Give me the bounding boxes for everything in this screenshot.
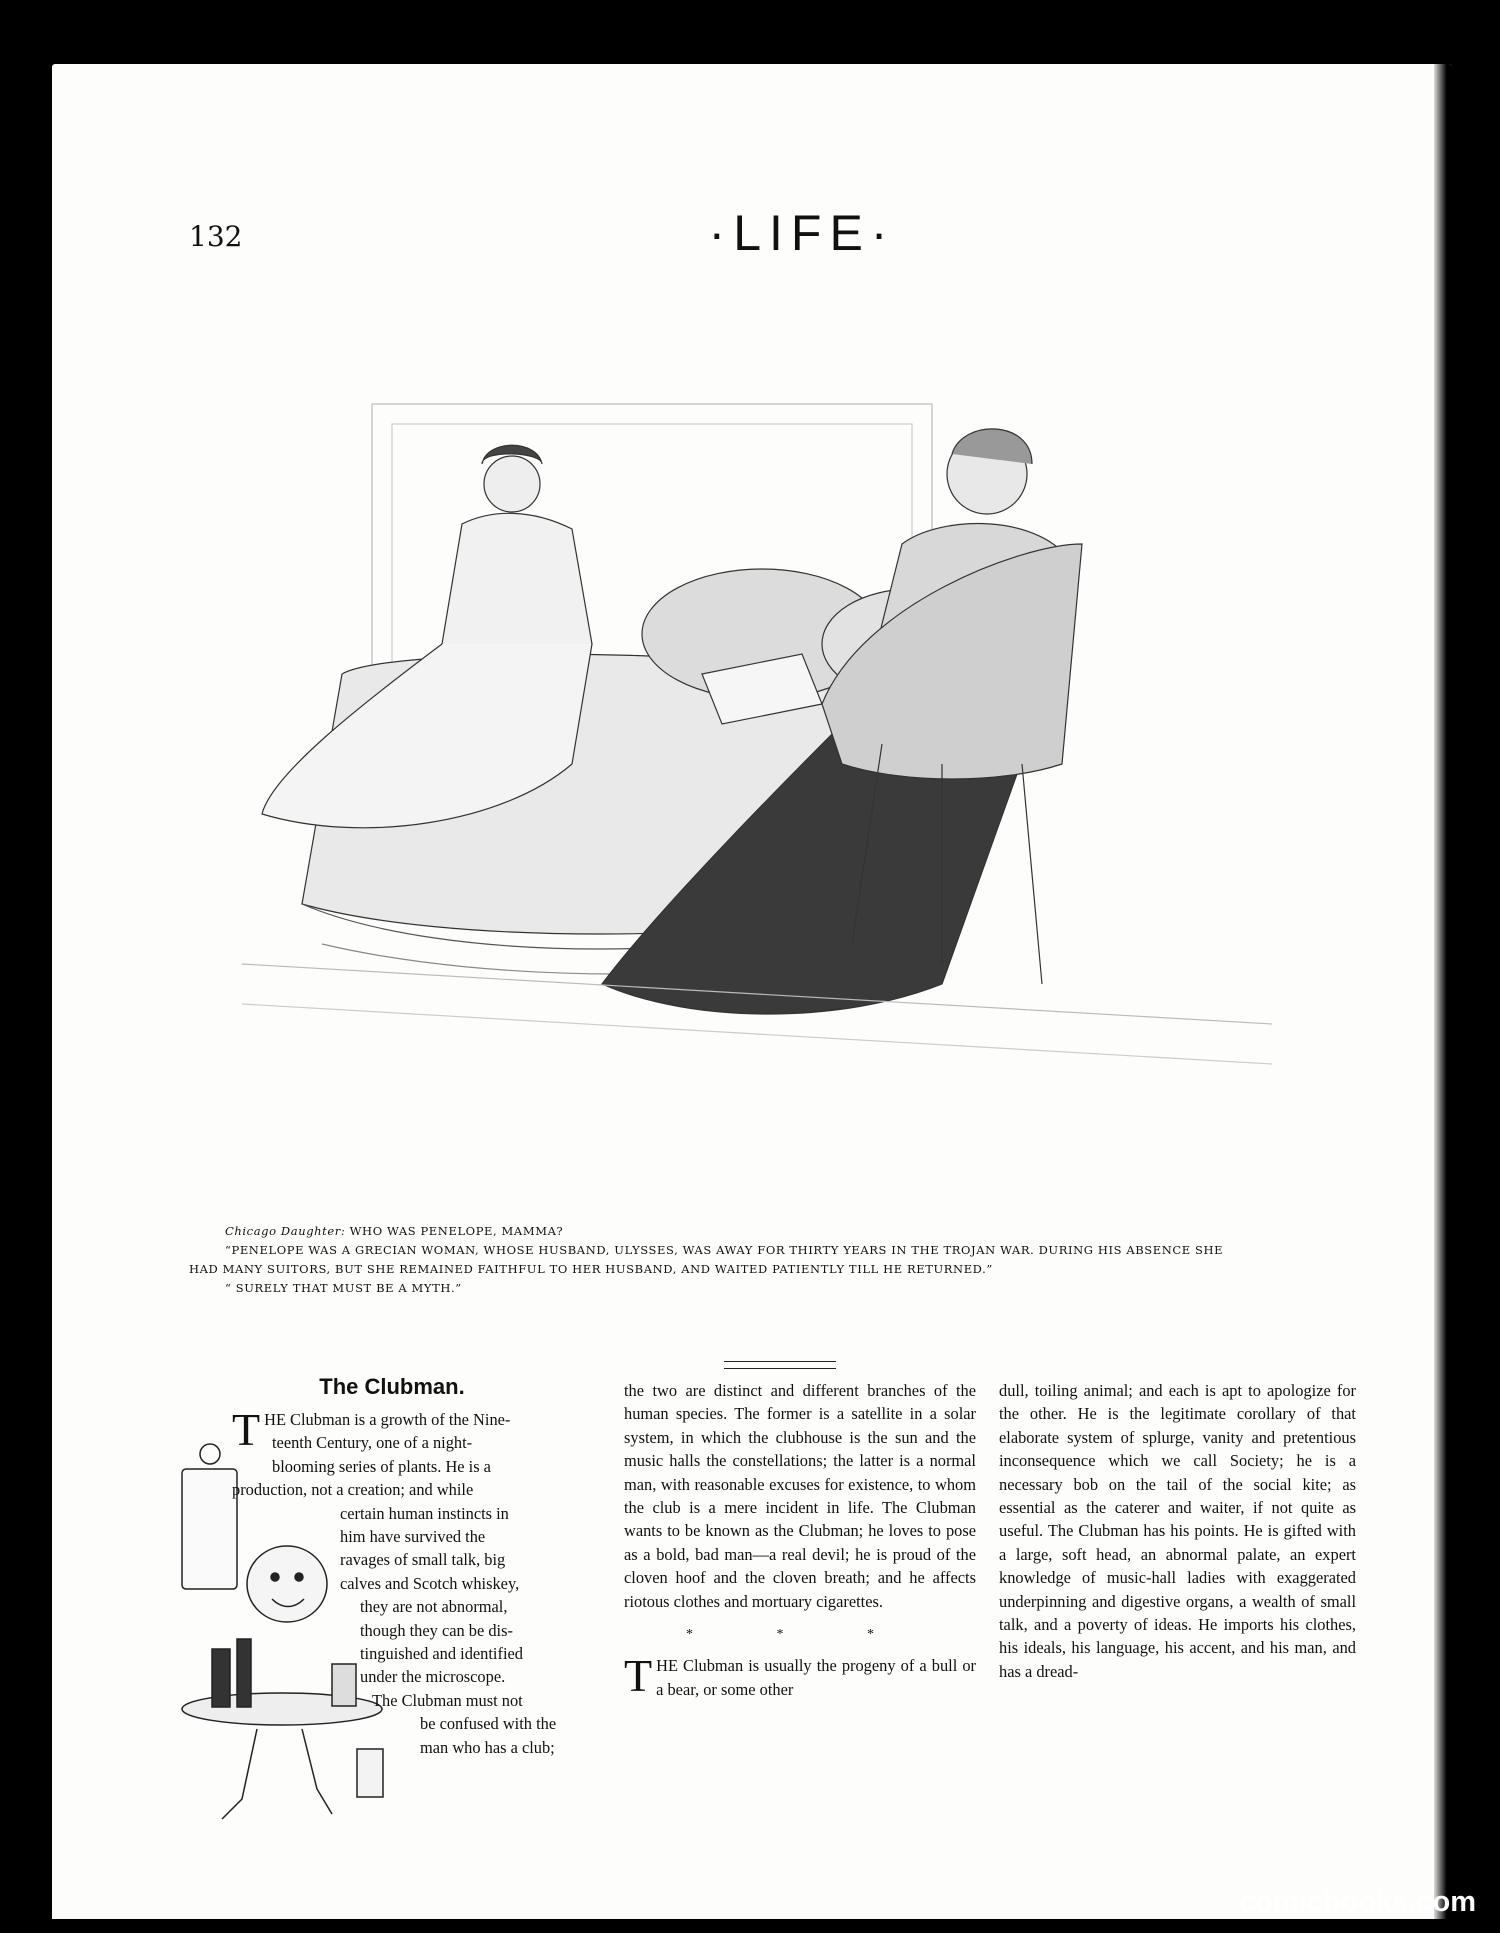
- col1-line: HE Clubman is a growth of the Nine-: [264, 1410, 511, 1429]
- dropcap-2: T: [624, 1650, 653, 1702]
- cartoon-caption: [189, 1222, 1359, 1298]
- column-3-paragraph-1: dull, toiling animal; and each is apt to apologize for the other. He is the legitimate corollary of that elaborate system of splurge, vanity and pretentious inconsequence which we call Society; he is a necessary bob on the tail of the social kite; as essential as the caterer and waiter, if not quite as useful. The Clubman has his points. He is gifted with a large, soft head, an abnormal palate, an expert knowledge of music-hall ladies with exaggerated underpinning and digestive organs, a wealth of small talk, and a poverty of ideas. He imports his clothes, his ideals, his language, his accent, and his man, and has a dread-: [999, 1381, 1356, 1681]
- col1-line: production, not a creation; and while: [232, 1480, 474, 1500]
- column-1-text: [232, 1404, 602, 1759]
- caption-speaker: Chicago Daughter:: [225, 1224, 346, 1238]
- col1-line: man who has a club;: [420, 1737, 555, 1757]
- col1-line: be confused with the: [420, 1714, 557, 1734]
- section-stars: * * *: [686, 1627, 914, 1643]
- col1-line: though they can be dis-: [360, 1620, 513, 1640]
- masthead: ·LIFE·: [708, 205, 896, 261]
- caption-line-1: WHO WAS PENELOPE, MAMMA?: [349, 1224, 564, 1238]
- col1-line: certain human instincts in: [340, 1503, 509, 1523]
- page-number: 132: [189, 220, 243, 253]
- col1-line: The Clubman must not: [372, 1690, 523, 1710]
- col1-line: him have survived the: [340, 1527, 486, 1547]
- page-spine: [1434, 64, 1452, 1919]
- caption-line-4: “ SURELY THAT MUST BE A MYTH.”: [225, 1281, 462, 1295]
- article-column-1: [232, 1404, 602, 1759]
- column-2-paragraph-2: HE Clubman is usually the progeny of a bull or a bear, or some other: [656, 1656, 976, 1699]
- caption-line-2: “PENELOPE WAS A GRECIAN WOMAN, WHOSE HUSBAND, ULYSSES, WAS AWAY FOR THIRTY YEARS IN THE TROJAN WAR. DURING HIS ABSENCE SHE: [225, 1243, 1224, 1257]
- article-title: The Clubman.: [319, 1374, 465, 1399]
- article-column-3: [999, 1379, 1356, 1683]
- col1-line: ravages of small talk, big: [340, 1550, 506, 1570]
- col1-line: blooming series of plants. He is a: [272, 1456, 491, 1476]
- article-column-2: [624, 1379, 976, 1701]
- column-2-paragraph-1: the two are distinct and different branches of the human species. The former is a satellite in a solar system, in which the clubhouse is the sun and the music halls the constellations; the latter is a normal man, with reasonable excuses for existence, to whom the club is a mere incident in life. The Clubman wants to be known as the Clubman; he loves to pose as a bold, bad man—a real devil; he is proud of the cloven hoof and the cloven breath; and he affects riotous clothes and mortuary cigarettes.: [624, 1381, 976, 1611]
- col1-line: they are not abnormal,: [360, 1597, 508, 1617]
- dropcap-1: T: [232, 1404, 261, 1455]
- col1-line: tinguished and identified: [360, 1644, 523, 1664]
- magazine-page: [52, 64, 1452, 1919]
- col1-line: calves and Scotch whiskey,: [340, 1573, 520, 1593]
- illustration-mother-daughter: [242, 344, 1272, 1244]
- col1-line: under the microscope.: [360, 1667, 506, 1687]
- watermark: comicbooks.com: [1239, 1886, 1476, 1918]
- section-divider: [724, 1361, 836, 1369]
- caption-line-3: HAD MANY SUITORS, BUT SHE REMAINED FAITHFUL TO HER HUSBAND, AND WAITED PATIENTLY TILL HE RETURNED.”: [189, 1262, 993, 1276]
- col1-line: teenth Century, one of a night-: [272, 1433, 473, 1453]
